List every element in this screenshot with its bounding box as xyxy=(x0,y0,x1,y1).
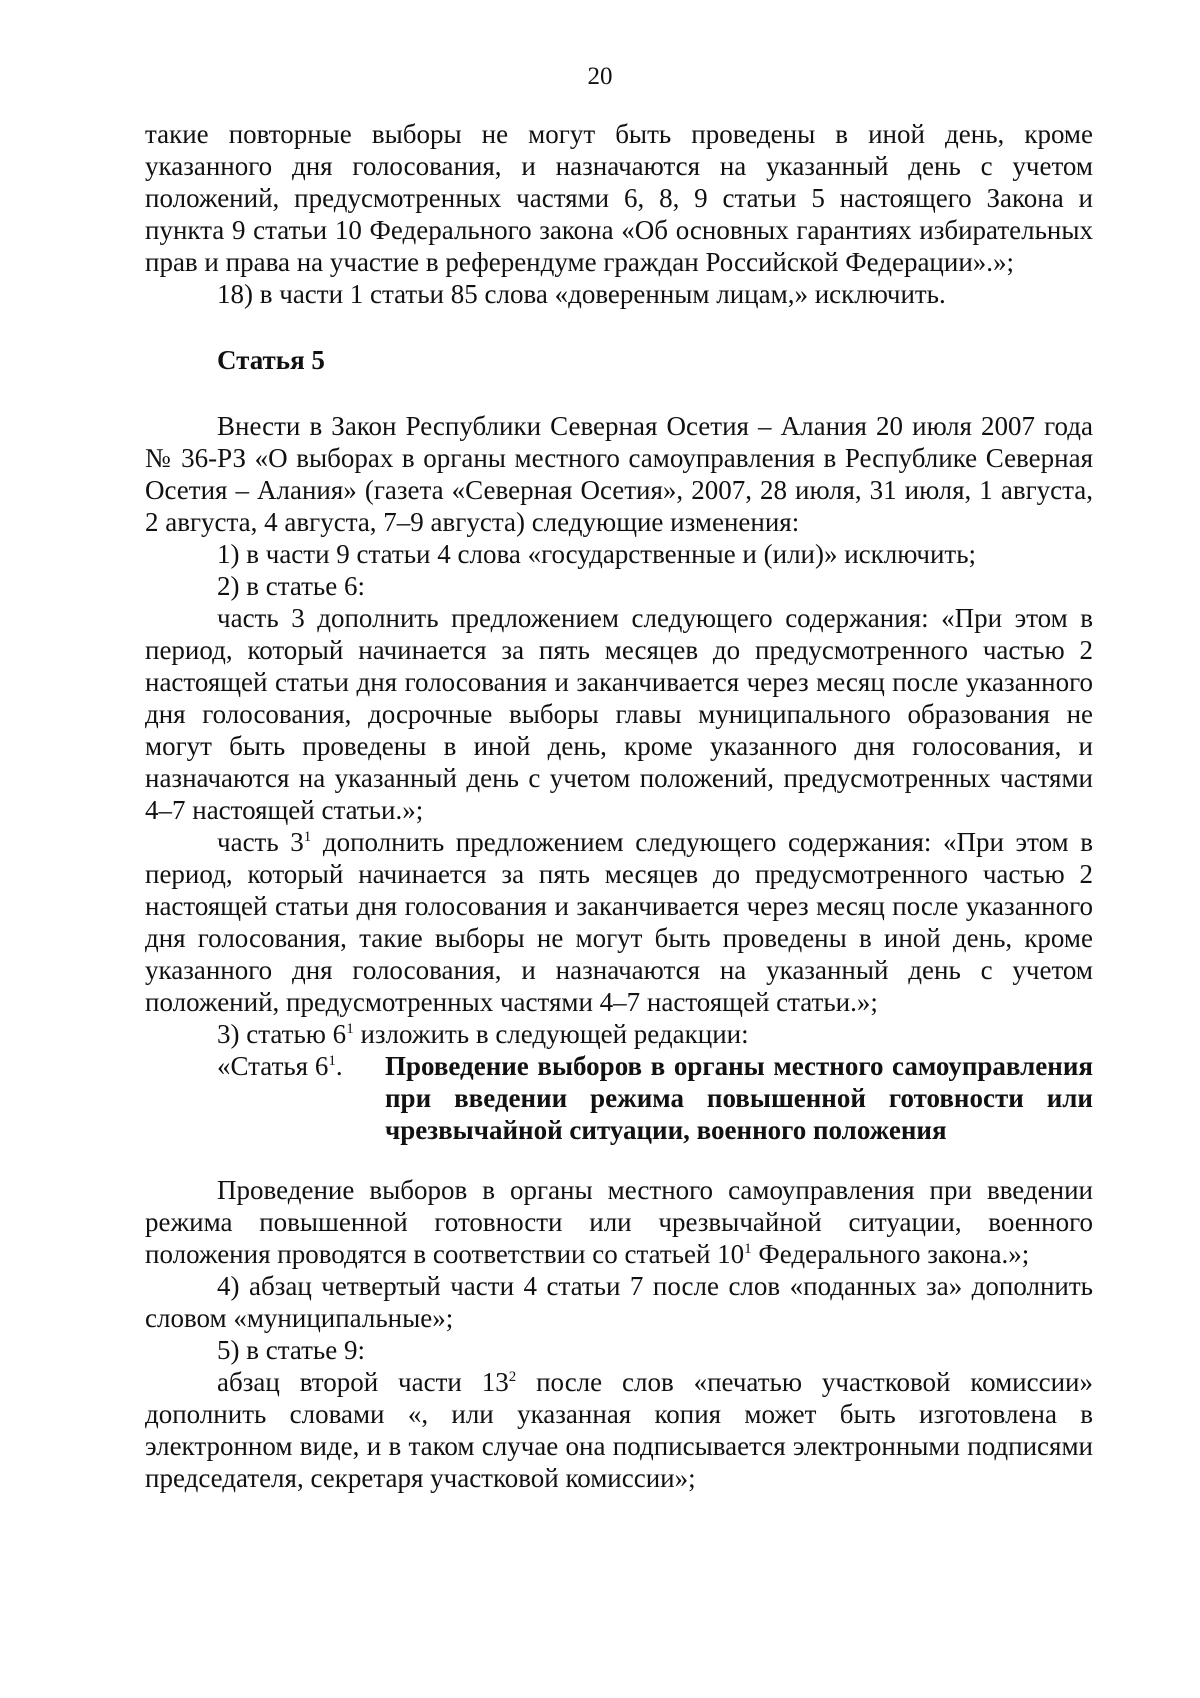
superscript: 1 xyxy=(328,1053,336,1069)
item-3-prefix: 3) статью 6 xyxy=(217,1019,347,1049)
body-text: Проведение выборов в органы местного самоуправления при введении режима повышенной готовности или чрезвычайной ситуации, военного положения проводятся в соответствии со статьей 10 xyxy=(145,1175,1093,1269)
spacer xyxy=(145,1146,1093,1174)
superscript: 2 xyxy=(508,1369,517,1385)
document-body xyxy=(145,118,1093,1494)
para-text: после слов «печатью участковой комиссии» дополнить словами «, или указанная копия может быть изготовлена в электронном виде, и в таком случае она подписывается электронными подписями председателя, секретаря участковой комиссии»; xyxy=(145,1367,1093,1493)
superscript: 1 xyxy=(303,829,312,845)
paragraph-item-18: 18) в части 1 статьи 85 слова «доверенным лицам,» исключить. xyxy=(217,279,946,309)
item-2-part-3: часть 3 дополнить предложением следующего содержания: «При этом в период, который начинается за пять месяцев до предусмотренного частью 2 настоящей статьи дня голосования и заканчивается через месяц после указанного дня голосования, досрочные выборы главы муниципального образования не могут быть проведены в иной день, кроме указанного дня голосования, и назначаются на указанный день с учетом положений, предусмотренных частями 4–7 настоящей статьи.»; xyxy=(145,603,1093,825)
para-prefix: абзац второй части 13 xyxy=(217,1367,509,1397)
article-lead-dot: . xyxy=(335,1051,343,1081)
page-number: 20 xyxy=(587,63,613,90)
superscript: 1 xyxy=(346,1021,354,1037)
article-intro: Внести в Закон Республики Северная Осетия – Алания 20 июля 2007 года № 36-РЗ «О выборах в органы местного самоуправления в Республике Северная Осетия – Алания» (газета «Северная Осетия», 2007, 28 июля, 31 июля, 1 августа, 2 августа, 4 августа, 7–9 августа) следующие изменения: xyxy=(145,411,1093,537)
part-prefix: часть 3 xyxy=(217,827,304,857)
item-2: 2) в статье 6: xyxy=(217,571,365,601)
item-3-text: изложить в следующей редакции: xyxy=(353,1019,749,1049)
article-lead-text: «Статья 6 xyxy=(217,1051,329,1081)
part-text: дополнить предложением следующего содержания: «При этом в период, который начинается за пять месяцев до предусмотренного частью 2 настоящей статьи дня голосования и заканчивается через месяц после указанного дня голосования, такие выборы не могут быть проведены в иной день, кроме указанного дня голосования, и назначаются на указанный день с учетом положений, предусмотренных частями 4–7 настоящей статьи.»; xyxy=(145,827,1093,1017)
article-6-1-lead xyxy=(217,1050,385,1146)
item-3 xyxy=(145,1018,1093,1050)
body-text-rest: Федерального закона.»; xyxy=(751,1239,1030,1269)
superscript: 1 xyxy=(744,1241,752,1257)
article-6-1-title-block xyxy=(217,1050,1093,1146)
item-5-paragraph xyxy=(145,1366,1093,1494)
item-2-part-3-1 xyxy=(145,826,1093,1018)
item-5: 5) в статье 9: xyxy=(217,1335,365,1365)
article-6-1-body xyxy=(145,1174,1093,1270)
article-heading: Статья 5 xyxy=(217,345,325,375)
item-1: 1) в части 9 статьи 4 слова «государственные и (или)» исключить; xyxy=(217,539,977,569)
paragraph-continuation: такие повторные выборы не могут быть проведены в иной день, кроме указанного дня голосования, и назначаются на указанный день с учетом положений, предусмотренных частями 6, 8, 9 статьи 5 настоящего Закона и пункта 9 статьи 10 Федерального закона «Об основных гарантиях избирательных прав и права на участие в референдуме граждан Российской Федерации».»; xyxy=(145,119,1093,277)
article-6-1-title: Проведение выборов в органы местного самоуправления при введении режима повышенной готовности или чрезвычайной ситуации, военного положения xyxy=(385,1051,1093,1145)
item-4: 4) абзац четвертый части 4 статьи 7 после слов «поданных за» дополнить словом «муниципальные»; xyxy=(145,1271,1093,1333)
